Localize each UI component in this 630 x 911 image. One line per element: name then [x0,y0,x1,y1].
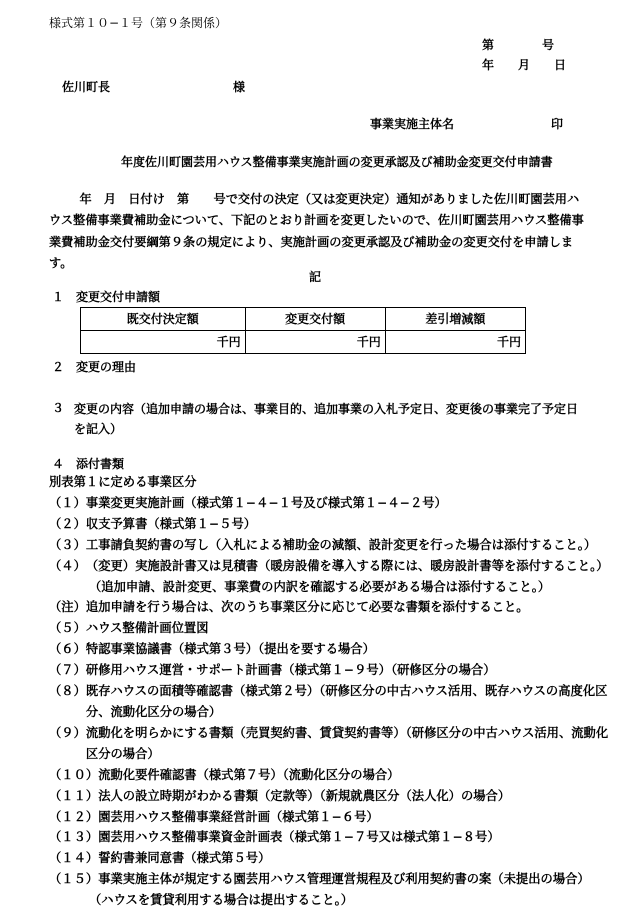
section-1-heading: １ 変更交付申請額 [52,290,161,304]
list-item: （１４） 誓約書兼同意書（様式第５号） [49,851,271,866]
document-title: 年度佐川町園芸用ハウス整備事業実施計画の変更承認及び補助金変更交付申請書 [121,155,553,169]
table-row [81,331,526,354]
list-item: （９） 流動化を明らかにする書類（売買契約書、賃貸契約書等）（研修区分の中古ハウス活用、流動化区分の場合） [49,725,609,761]
table-header: 既交付決定額 [81,308,246,331]
table-cell: 千円 [81,331,246,354]
list-item: （ハウスを賃貸利用する場合は提出すること。） [89,893,354,908]
list-item: （３） 工事請負契約書の写し（入札による補助金の減額、設計変更を行った場合は添付すること。） [49,537,597,552]
table-header: 差引増減額 [385,308,525,331]
list-item: （１） 事業変更実施計画（様式第１−４−１号及び様式第１−４−２号） [49,495,447,510]
list-item: （６） 特認事業協議書（様式第３号）（提出を要する場合） [49,642,375,657]
list-item: （注） 追加申請を行う場合は、次のうち事業区分に応じて必要な書類を添付すること。 [49,600,529,615]
list-item: （５） ハウス整備計画位置図 [49,621,209,636]
table-cell: 千円 [245,331,385,354]
list-intro: 別表第１に定める事業区分 [49,475,197,489]
list-item: （７） 研修用ハウス運営・サポート計画書（様式第１−９号）（研修区分の場合） [49,663,496,678]
body-text: 年 月 日付け 第 号で交付の決定（又は変更決定）通知がありました佐川町園芸用ハウス整備事業費補助金について、下記のとおり計画を変更したいので、佐川町園芸用ハウス整備事業費補助金交付要綱第９条の規定により、実施計画の変更承認及び補助金の変更交付を申請します。 [49,192,584,270]
list-item: （１３） 園芸用ハウス整備事業資金計画表（様式第１−７号又は様式第１−８号） [49,830,500,845]
section-4-heading: ４ 添付書類 [52,457,125,471]
list-item: （１５） 事業実施主体が規定する園芸用ハウス管理運営規程及び利用契約書の案（未提出の場合） [49,872,590,887]
date-label: 年 月 日 [482,58,567,72]
section-3-heading: 変更の内容（追加申請の場合は、事業目的、追加事業の入札予定日、変更後の事業完了予定日を記入） [74,402,579,436]
list-item: （追加申請、設計変更、事業費の内訳を確認する必要がある場合は添付すること。） [89,579,551,594]
list-item: （１０） 流動化要件確認書（様式第７号）（流動化区分の場合） [49,767,400,782]
applicant-label: 事業実施主体名 [370,117,455,131]
list-item: （１１） 法人の設立時期がわかる書類（定款等）（新規就農区分（法人化）の場合） [49,788,511,803]
list-item: （８） 既存ハウスの面積等確認書（様式第２号）（研修区分の中古ハウス活用、既存ハウスの高度化区分、流動化区分の場合） [49,684,608,719]
list-item: （１２） 園芸用ハウス整備事業経営計画（様式第１−６号） [49,809,379,824]
addressee-honorific: 様 [233,80,246,94]
table-header-row [81,308,526,331]
seal-label: 印 [551,117,564,131]
section-3-number: ３ [52,401,65,415]
amount-table [80,307,526,354]
table-cell: 千円 [385,331,525,354]
ki-label: 記 [309,270,322,284]
section-2-heading: ２ 変更の理由 [52,360,137,374]
list-item: （４） （変更）実施設計書又は見積書（暖房設備を導入する際には、暖房設計書等を添付すること。） [49,558,609,573]
table-header: 変更交付額 [245,308,385,331]
number-label: 第 号 [482,38,555,52]
form-id: 様式第１０−１号（第９条関係） [49,16,228,30]
list-item: （２） 収支予算書（様式第１−５号） [49,516,257,531]
addressee: 佐川町長 [62,80,111,94]
attachment-list [49,472,609,911]
